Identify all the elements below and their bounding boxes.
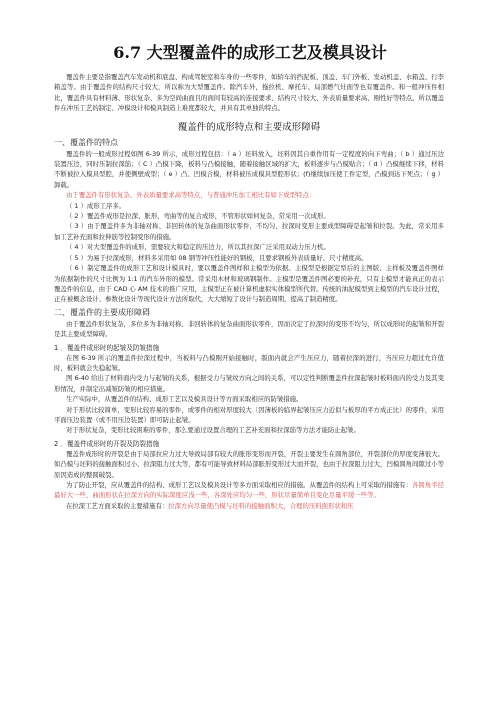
intro-paragraph: 覆盖件主要是指覆盖汽车发动机和底盘、构成驾驶室和车身的一些零件，如轿车的挡泥板、顶盖、车门外板、发动机盖、水箱盖、行李箱盖等。由于覆盖件的结构尺寸较大，所以称为大型覆盖件。除汽车外，拖拉机、摩托车、局部燃气灶面等也有覆盖件。和一般冲压件相比，覆盖件具有材料薄、形状复杂、多为空间曲面且的面间有较高的连接要求、结构尺寸较大、外表质量要求高、刚性好等特点。所以覆盖件在冲压工艺的制定、冲模设计和模具制造上难度都较大，并具有其单独的特点。 (54, 73, 444, 113)
subsubsection-heading: 2 ．覆盖件成形时的开裂及防裂措施 (54, 439, 160, 448)
paragraph: 生产实际中，从覆盖件的结构、成形工艺以及模具设计等方面采取相应的防皱措施。 (66, 395, 303, 404)
list-item: （ 1 ）成形工序多。 (66, 201, 126, 210)
paragraph-text: 在拉深工艺方面采取的主要措施有： (66, 501, 169, 510)
paragraph (54, 480, 444, 501)
paragraph: 在图 6-39 所示的覆盖件拉深过程中，当板料与凸模刚开始接触时，版面内就会产生压应力，随着拉深的进行，当压应力超过允许值时，板料就会失稳起皱。 (54, 353, 444, 372)
paragraph: 对于形状复杂，变形比较困难的零件，那么要通过设置合理的工艺补充面和拉深筋等方法才能防止起皱。 (66, 426, 360, 435)
subsection-heading: 二、覆盖件的主要成形障碍 (54, 307, 150, 317)
highlighted-text: 各圆角半径最好大一些，曲面形状在拉深方向的实际深度应浅一些，各深处应均匀一些，形状尽量简单且变化尽量平缓一些等。 (54, 481, 445, 500)
subsection-heading: 一、覆盖件的特点 (54, 137, 118, 147)
page-title: 6.7 大型覆盖件的成形工艺及模具设计 (113, 43, 387, 62)
paragraph: 覆盖件成形时的开裂是由于局部拉应力过大导致局部有较大的胀形变形而开裂，开裂主要发生在圆角部位，开裂部位的厚度变薄很大。如凸模与坯料的接触面积过小、拉深阻力过大等，都有可能导致材料局部胀形变形过大而开裂，也由于拉深阻力过大，凹模圆角间隙过小等原因造成的整圆破裂。 (54, 449, 444, 479)
list-item: （ 5 ）为易于拉深成形，材料多采用如 08 钢等冲压性能好的钢板，且要求钢板外表质量好、尺寸精度高。 (66, 253, 368, 262)
list-item: （ 4 ）对大型覆盖件的成形，需要较大和稳定的压边力，所以其拉深广泛采用双动力压力机。 (66, 243, 330, 252)
list-item: （ 6 ）制定覆盖件的成形工艺和设计模具时，要以覆盖件图样和主模型为依据。主模型是根据定型后的主图版、主样板及覆盖件图样为依据制作的尺寸比例为 1:1 的汽车外形的模型。常采用木材和玻璃钢制作。主模型是覆盖件图必要的补充，只有主模型才能真正的表示覆盖件的信息，由于 CAD 心 AM 技术的推广应用，主模型正在被计算机虚拟实体模型所代替。传统的油泥模型到主模型的汽车设计过程，正在被概念设计、参数化设计等现代设计方法所取代，大大缩短了设计与制造周期，提高了制造精度。 (54, 264, 444, 304)
highlighted-text: 拉深方向尽量使凸模与坯料的接触面积大，合理的压料面形状和压 (168, 501, 354, 510)
list-item: （ 3 ）由于覆盖件多为非轴对称、非回转体的复杂曲面形状零件，不均匀，拉深时变形主要成型障碍是起皱和拉裂。为此，常采用多加工艺补充面和拉伸筋等控制变形的措施。 (54, 222, 444, 241)
paragraph: 图 6-40 给出了材料面内受力与起皱的关系，根据受力与皱纹方向之间的关系，可以定性判断覆盖件拉深起皱时板料面内的受力及其变形情况，并制定出减皱防皱的相应措施。 (54, 374, 444, 393)
paragraph: 由于覆盖件形状复杂，多位多为非轴对称、非回转体的复杂曲面形状零件，因而决定了拉深时的变形不均匀，所以成形时的起皱和开裂是其主要成型障碍。 (54, 319, 444, 339)
paragraph (54, 501, 444, 511)
paragraph: 覆盖件的一般成形过程如图 6-39 所示，成形过程包括：（ a ）坯料放入，坯料因其自重作用有一定程度的向下弯曲；（ b ）通过压边装置压边，同时压制拉深筋；（ C ）凸模下降，板料与凸模接触，随着接触区域的扩大，板料逐步与凸模贴合；（ d ）凸模继续下移，材料不断被拉入模具型腔，并使侧壁成型；（ e ）凸、凹模合模，材料被压成模具型腔形状；(f)继续加压使工件定型，凸模到达下死点；（ g ）卸载。 (54, 149, 444, 189)
paragraph: 对于形状比较简单，变形比较容易的零件，或零件的相对厚度较大〔因薄板的临界起皱压应力近似与板厚的平方成正比）的零件，采用平面压边装置（或不用压边装置）即可防止起皱。 (54, 405, 444, 424)
highlighted-paragraph: 由于覆盖件有形状复杂、外表质量要求高等特点，与普通冲压加工相比有如下成型特点： (66, 191, 316, 200)
subsubsection-heading: 1 ．覆盖件成形时的起皱及防皱措施 (54, 343, 160, 352)
document-body (54, 72, 444, 511)
section-heading: 覆盖件的成形特点和主要成形障碍 (177, 121, 321, 133)
list-item: （ 2 ）覆盖件成形是拉深、胀形、弯曲等的复合成形，不管形状如何复杂，常采用一次成形。 (66, 212, 330, 221)
paragraph-text: 为了防止开裂，应从覆盖件的结构、成形工艺以及模具设计等多方面采取相应的措施。从覆盖件的结构上可采取的措施有： (66, 481, 412, 489)
